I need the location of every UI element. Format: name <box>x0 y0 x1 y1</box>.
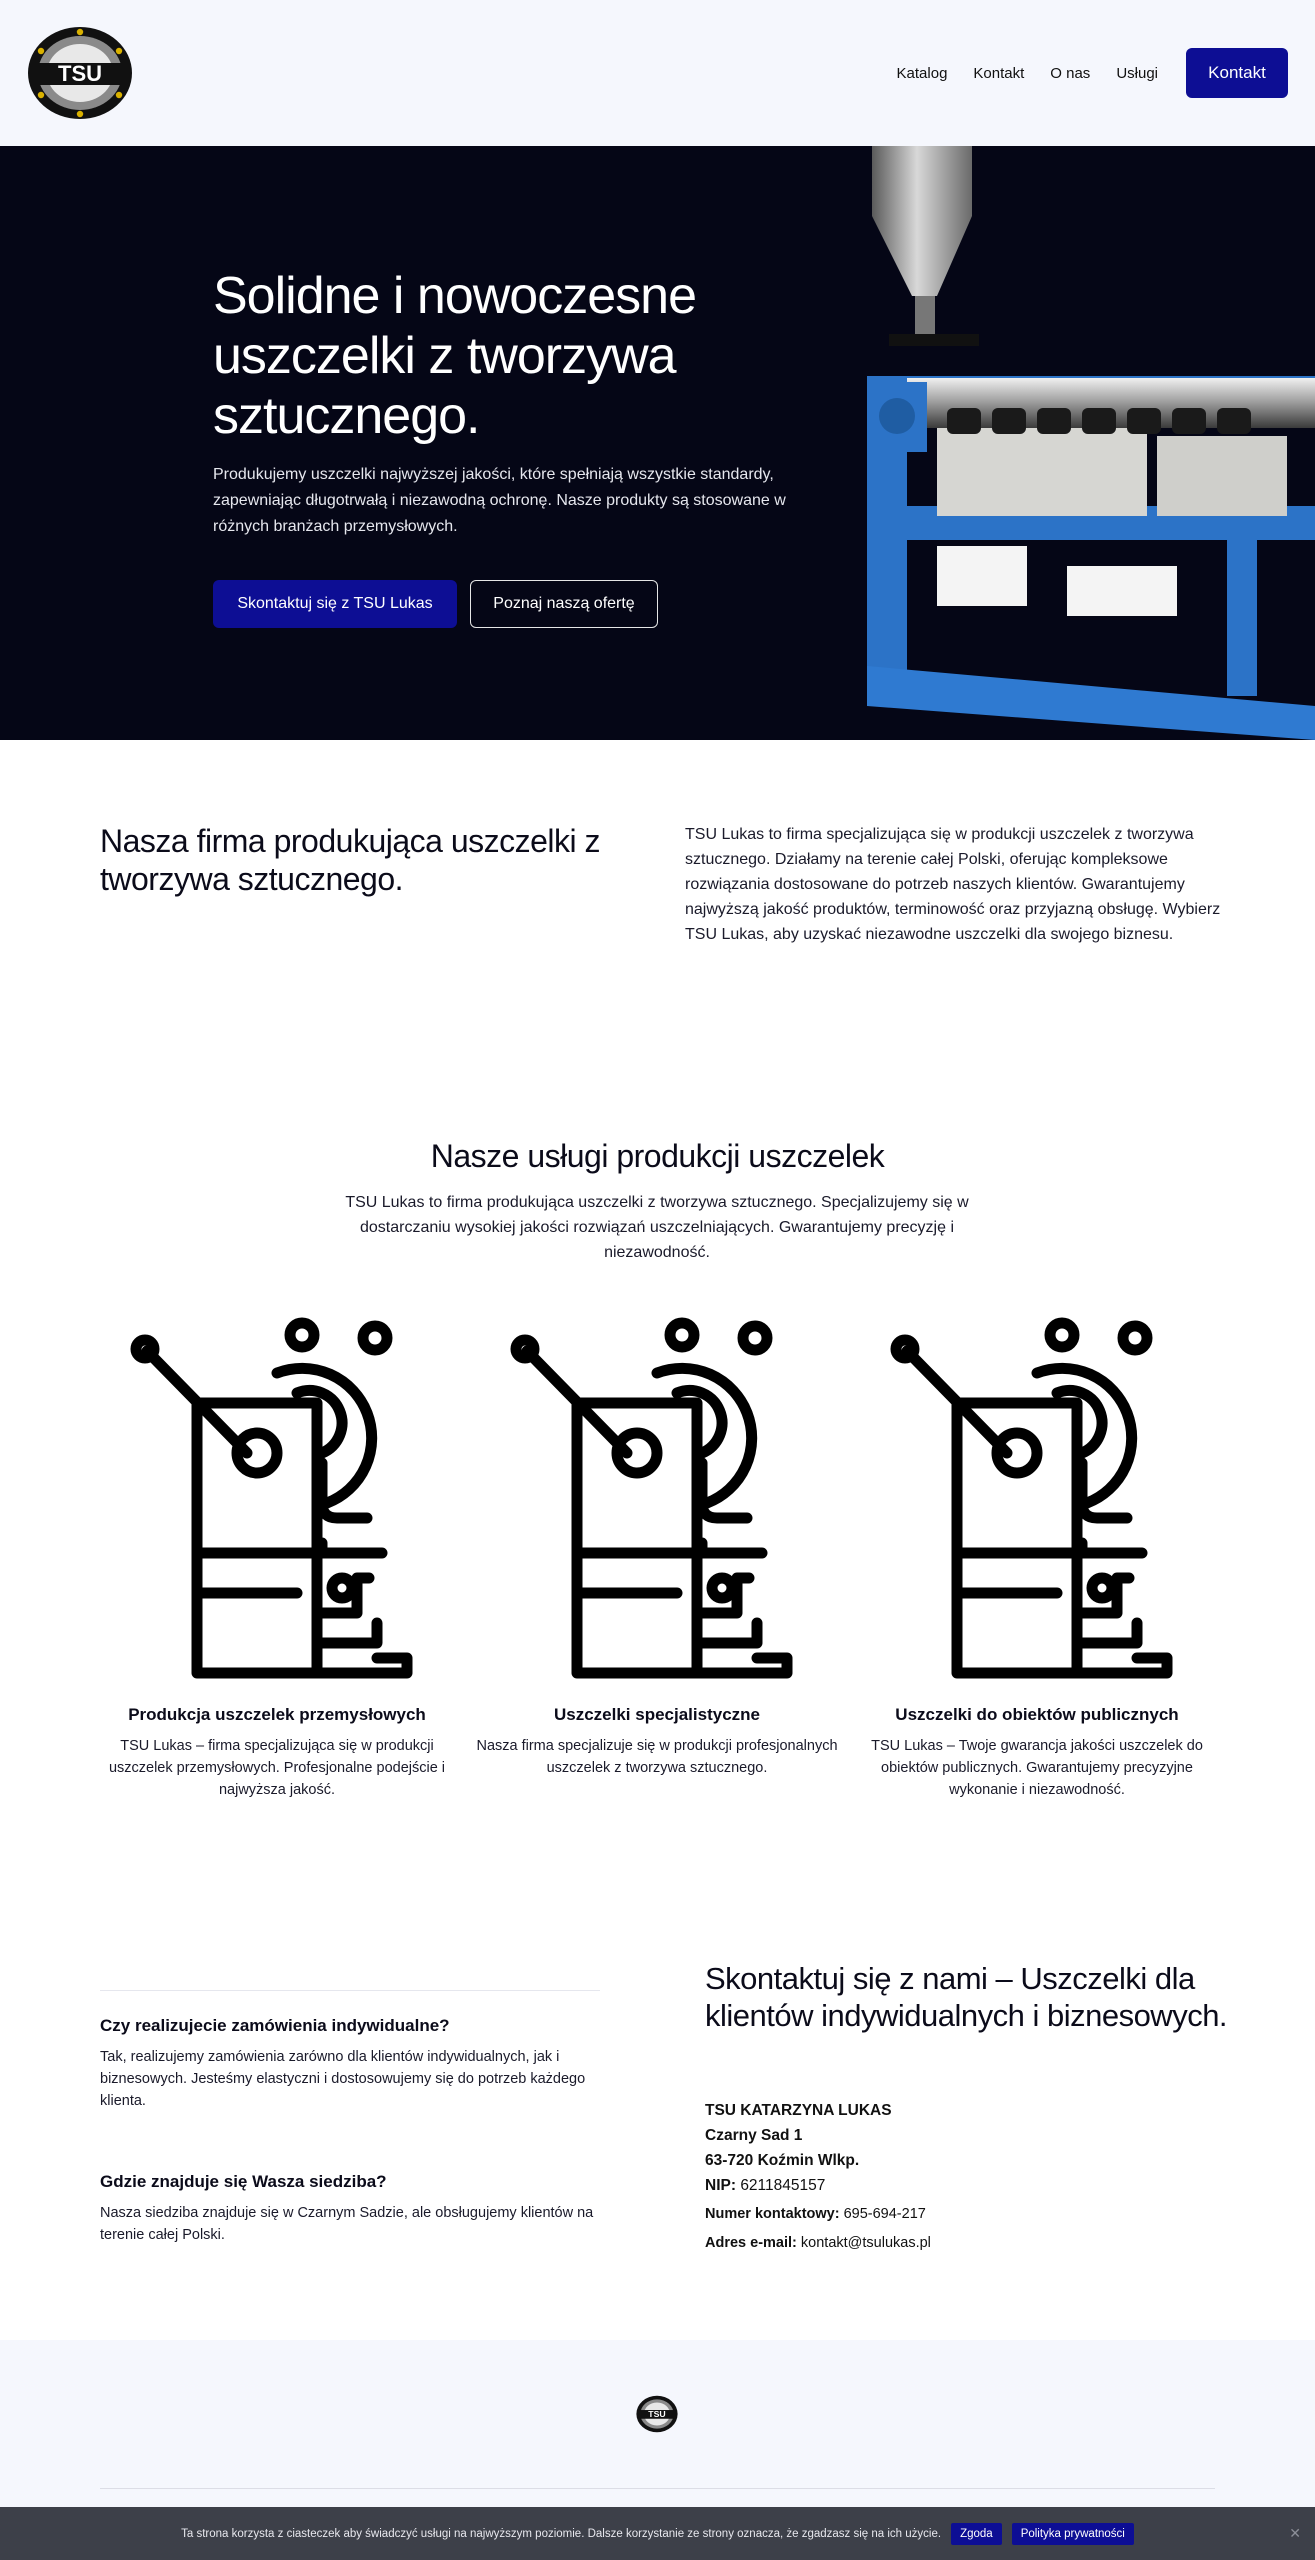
faq-answer: Tak, realizujemy zamówienia zarówno dla klientów indywidualnych, jak i biznesowych. Jesteśmy elastyczni i dostosowujemy się do potrzeb każdego klienta. <box>100 2049 586 2109</box>
service-title: Uszczelki specjalistyczne <box>553 1705 760 1724</box>
machine-icon <box>887 1313 1187 1679</box>
contact-title: Skontaktuj się z nami – Uszczelki dla klientów indywidualnych i biznesowych. <box>705 1961 1228 2033</box>
service-title: Uszczelki do obiektów publicznych <box>895 1705 1179 1724</box>
privacy-policy-button[interactable]: Polityka prywatności <box>1012 2523 1134 2545</box>
service-text: Nasza firma specjalizuje się w produkcji profesjonalnych uszczelek z tworzywa sztucznego. <box>476 1738 838 1776</box>
service-card <box>847 1313 1227 1801</box>
company-street: Czarny Sad 1 <box>705 2127 803 2144</box>
extrusion-machine-image <box>867 146 1315 740</box>
service-card <box>87 1313 467 1801</box>
faq-item <box>100 2172 620 2246</box>
nip-label: NIP: <box>705 2177 736 2194</box>
main-nav <box>897 48 1288 98</box>
hero-text: Produkujemy uszczelki najwyższej jakości, które spełniają wszystkie standardy, zapewniając długotrwałą i niezawodną ochronę. Nasze produkty są stosowane w różnych branżach przemysłowych. <box>213 466 786 535</box>
header-contact-button[interactable]: Kontakt <box>1186 48 1288 98</box>
footer-divider <box>100 2488 1215 2489</box>
email-link[interactable]: kontakt@tsulukas.pl <box>800 2235 931 2251</box>
services-intro: TSU Lukas to firma produkująca uszczelki z tworzywa sztucznego. Specjalizujemy się w dostarczaniu wysokiej jakości rozwiązań uszczelniających. Gwarantujemy precyzję i niezawodność. <box>345 1194 969 1261</box>
about-text: TSU Lukas to firma specjalizująca się w produkcji uszczelek z tworzywa sztucznego. Działamy na terenie całej Polski, oferując kompleksowe rozwiązania dostosowane do potrzeb naszych klientów. Gwarantujemy najwyższą jakość produktów, terminowość oraz przyjazną obsługę. Wybierz TSU Lukas, aby uzyskać niezawodne uszczelki dla swojego biznesu. <box>685 826 1221 943</box>
email-label: Adres e-mail: <box>705 2235 797 2251</box>
svg-text:TSU: TSU <box>58 61 102 86</box>
close-icon[interactable]: ✕ <box>1289 2525 1301 2541</box>
site-header <box>0 0 1315 146</box>
nav-o-nas[interactable]: O nas <box>1050 64 1091 82</box>
machine-icon <box>127 1313 427 1679</box>
service-title: Produkcja uszczelek przemysłowych <box>128 1705 426 1724</box>
service-text: TSU Lukas – firma specjalizująca się w produkcji uszczelek przemysłowych. Profesjonalne podejście i najwyższa jakość. <box>108 1738 446 1798</box>
faq-question: Czy realizujecie zamówienia indywidualne? <box>100 2016 450 2035</box>
faq-divider <box>100 1990 600 1991</box>
svg-text:TSU: TSU <box>648 2409 666 2420</box>
hero-contact-button[interactable]: Skontaktuj się z TSU Lukas <box>213 580 457 628</box>
service-card <box>467 1313 847 1779</box>
tsu-logo-footer[interactable] <box>636 2394 678 2434</box>
machine-icon <box>507 1313 807 1679</box>
tsu-logo[interactable] <box>27 25 133 121</box>
nav-katalog[interactable]: Katalog <box>896 64 948 82</box>
hero-offer-button[interactable]: Poznaj naszą ofertę <box>470 580 658 628</box>
hero-title: Solidne i nowoczesne uszczelki z tworzywa sztucznego. <box>213 267 696 445</box>
cookie-accept-button[interactable]: Zgoda <box>951 2523 1002 2545</box>
company-name: TSU KATARZYNA LUKAS <box>705 2102 892 2119</box>
about-title: Nasza firma produkująca uszczelki z tworzywa sztucznego. <box>100 823 601 897</box>
nip-value: 6211845157 <box>740 2177 826 2194</box>
nav-kontakt[interactable]: Kontakt <box>973 64 1025 82</box>
cookie-message: Ta strona korzysta z ciasteczek aby świadczyć usługi na najwyższym poziomie. Dalsze korzystanie ze strony oznacza, że zgadzasz się na ich użycie. <box>181 2527 942 2540</box>
cookie-bar <box>0 2507 1315 2560</box>
company-city: 63-720 Koźmin Wlkp. <box>705 2152 860 2169</box>
faq-item <box>100 2016 620 2112</box>
hero-section <box>0 146 1315 740</box>
nav-uslugi[interactable]: Usługi <box>1116 64 1158 82</box>
faq-answer: Nasza siedziba znajduje się w Czarnym Sadzie, ale obsługujemy klientów na terenie całej Polski. <box>100 2205 594 2243</box>
phone-link[interactable]: 695-694-217 <box>843 2206 926 2222</box>
services-title: Nasze usługi produkcji uszczelek <box>430 1138 885 1174</box>
phone-label: Numer kontaktowy: <box>705 2206 840 2222</box>
service-text: TSU Lukas – Twoje gwarancja jakości uszczelek do obiektów publicznych. Gwarantujemy precyzyjne wykonanie i niezawodność. <box>871 1738 1203 1798</box>
contact-details <box>705 2098 1245 2256</box>
faq-question: Gdzie znajduje się Wasza siedziba? <box>100 2172 387 2191</box>
